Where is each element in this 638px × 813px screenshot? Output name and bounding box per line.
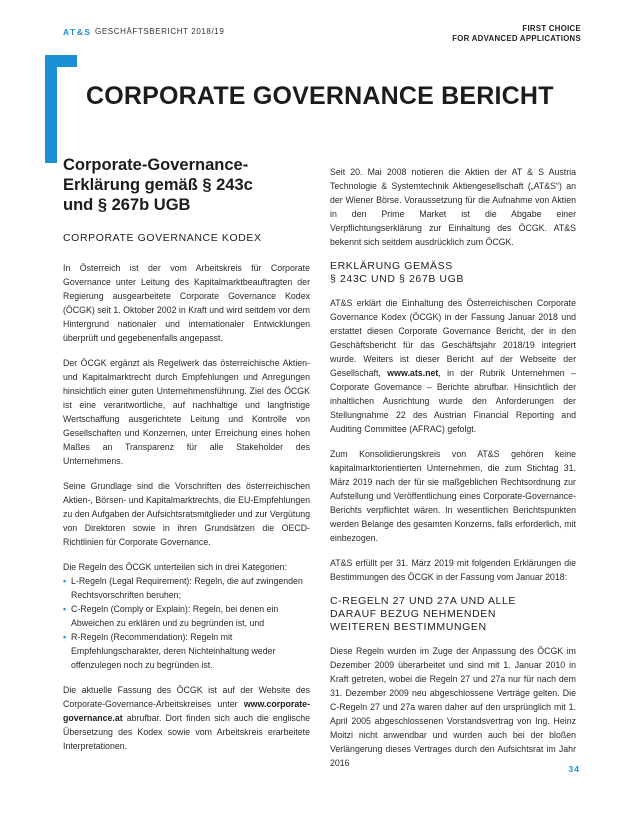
accent-bracket-vertical bbox=[45, 55, 57, 163]
list-item: • R-Regeln (Recommendation): Regeln mit Empfehlungscharakter, deren Nichteinhaltung weder offenzulegen noch zu begründen ist. bbox=[63, 632, 276, 670]
paragraph: Zum Konsolidierungskreis von AT&S gehören keine kapitalmarktorientierten Unternehmen, die zum Stichtag 31. März 2019 nach der für sie maßgeblichen Rechtsordnung zur Aufstellung und Veröffentlichung eines Corporate-Governance-Berichts verpflichtet wären. In wesentlichen Berichtspunkten werden Belange des gesamten Konzerns, falls erforderlich, mit einbezogen. bbox=[330, 449, 576, 543]
tagline-line-1: FIRST CHOICE bbox=[522, 24, 581, 33]
section-heading-line-1: Corporate-Governance- bbox=[63, 156, 249, 174]
subheading-kodex: CORPORATE GOVERNANCE KODEX bbox=[63, 232, 262, 244]
right-column bbox=[330, 165, 576, 770]
subheading-erklaerung: ERKLÄRUNG GEMÄSS § 243C UND § 267B UGB bbox=[330, 260, 464, 285]
bullet-dot-icon: • bbox=[63, 632, 67, 642]
bullet-dot-icon: • bbox=[63, 604, 67, 614]
ats-website-link[interactable]: www.ats.net bbox=[387, 368, 439, 378]
section-heading-line-3: und § 267b UGB bbox=[63, 196, 191, 214]
paragraph: Die aktuelle Fassung des ÖCGK ist auf der Website des Corporate-Governance-Arbeitskreises unter www.corporate-governance.at abrufbar. Dort finden sich auch die englische Übersetzung des Kodex sowie vom Arbeitskreis erarbeitete Interpretationen. bbox=[63, 685, 310, 751]
section-heading bbox=[63, 155, 310, 215]
corporate-governance-link[interactable]: www.corporate-governance.at bbox=[63, 699, 310, 723]
paragraph: AT&S erklärt die Einhaltung des Österreichischen Corporate Governance Kodex (ÖCGK) in der Fassung Januar 2018 und erstattet diesen Corporate Governance Bericht, der in den Geschäftsbericht für das Geschäftsjahr 2018/19 integriert wurde. Weiters ist dieser Bericht auf der Webseite der Gesellschaft, www.ats.net, in der Rubrik Unternehmen – Corporate Governance – Berichte abrufbar. Hinsichtlich der inhaltlichen Ausrichtung wurde den Anforderungen der Stellungnahme 22 des Austrian Financial Reporting and Auditing Committee (AFRAC) gefolgt. bbox=[330, 298, 577, 434]
accent-bracket-horizontal bbox=[45, 55, 77, 67]
tagline-line-2: FOR ADVANCED APPLICATIONS bbox=[452, 34, 581, 43]
subheading-c-regeln: C-REGELN 27 UND 27A UND ALLE DARAUF BEZUG NEHMENDEN WEITEREN BESTIMMUNGEN bbox=[330, 595, 517, 633]
page-number: 34 bbox=[568, 764, 580, 774]
left-column bbox=[63, 155, 310, 764]
paragraph: AT&S erfüllt per 31. März 2019 mit folgenden Erklärungen die Bestimmungen des ÖCGK in der Fassung vom Januar 2018: bbox=[330, 558, 576, 582]
paragraph: In Österreich ist der vom Arbeitskreis für Corporate Governance unter Leitung des Kapitalmarktbeauftragten der Regierung ausgearbeitete Corporate Governance Kodex (ÖCGK) seit 1. Oktober 2002 in Kraft und wird seitdem vor dem Hintergrund nationaler und internationaler Entwicklungen überprüft und gegebenenfalls angepasst. bbox=[63, 263, 310, 343]
section-heading-line-2: Erklärung gemäß § 243c bbox=[63, 176, 253, 194]
page-title: CORPORATE GOVERNANCE BERICHT bbox=[86, 82, 554, 110]
list-item: • L-Regeln (Legal Requirement): Regeln, die auf zwingenden Rechtsvorschriften beruhen; bbox=[63, 576, 303, 600]
paragraph: Seine Grundlage sind die Vorschriften des österreichischen Aktien-, Börsen- und Kapitalmarktrechts, die EU-Empfehlungen zu den Aufgaben der Aufsichtsratsmitglieder und zur Vergütung von Direktoren sowie in ihren Grundsätzen die OECD-Richtlinien für Corporate Governance. bbox=[63, 481, 310, 547]
paragraph: Die Regeln des ÖCGK unterteilen sich in drei Kategorien: bbox=[63, 562, 287, 572]
header-tagline bbox=[452, 24, 581, 44]
rule-category-list bbox=[63, 574, 310, 672]
paragraph: Diese Regeln wurden im Zuge der Anpassung des ÖCGK im Dezember 2009 überarbeitet und sind mit 1. Januar 2010 in Kraft getreten, wobei die Regeln 27 und 27a nur für nach dem 31. Dezember 2009 neu abgeschlossene Verträge gelten. Die C-Regeln 27 und 27a waren daher auf den ursprünglich mit 1. April 2005 abgeschlossenen Vorstandsvertrag von Ing. Heinz Moitzi nicht anwendbar und wurden auch bei der bloßen Verlängerung dieses Vertrages durch den Aufsichtsrat im Jahr 2016 bbox=[330, 646, 576, 768]
paragraph: Der ÖCGK ergänzt als Regelwerk das österreichische Aktien- und Kapitalmarktrecht durch Empfehlungen und Anregungen hinsichtlich einer guten Unternehmensführung. Ziel des ÖCGK ist eine verantwortliche, auf nachhaltige und langfristige Wertschaffung ausgerichtete Leitung und Kontrolle von Gesellschaften und Konzernen, unter Erreichung eines hohen Maßes an Transparenz für alle Stakeholder des Unternehmens. bbox=[63, 358, 310, 466]
brand-logo-text: AT&S bbox=[63, 27, 92, 37]
report-title: GESCHÄFTSBERICHT 2018/19 bbox=[95, 27, 225, 36]
list-item: • C-Regeln (Comply or Explain): Regeln, bei denen ein Abweichen zu erklären und zu begründen ist, und bbox=[63, 604, 279, 628]
paragraph: Seit 20. Mai 2008 notieren die Aktien der AT & S Austria Technologie & Systemtechnik Aktiengesellschaft („AT&S“) an der Wiener Börse. Voraussetzung für die Aufnahme von Aktien in den Prime Market ist die Abgabe einer Verpflichtungserklärung zur Einhaltung des ÖCGK. AT&S bekennt sich seitdem ausdrücklich zum ÖCGK. bbox=[330, 167, 576, 247]
bullet-dot-icon: • bbox=[63, 576, 67, 586]
